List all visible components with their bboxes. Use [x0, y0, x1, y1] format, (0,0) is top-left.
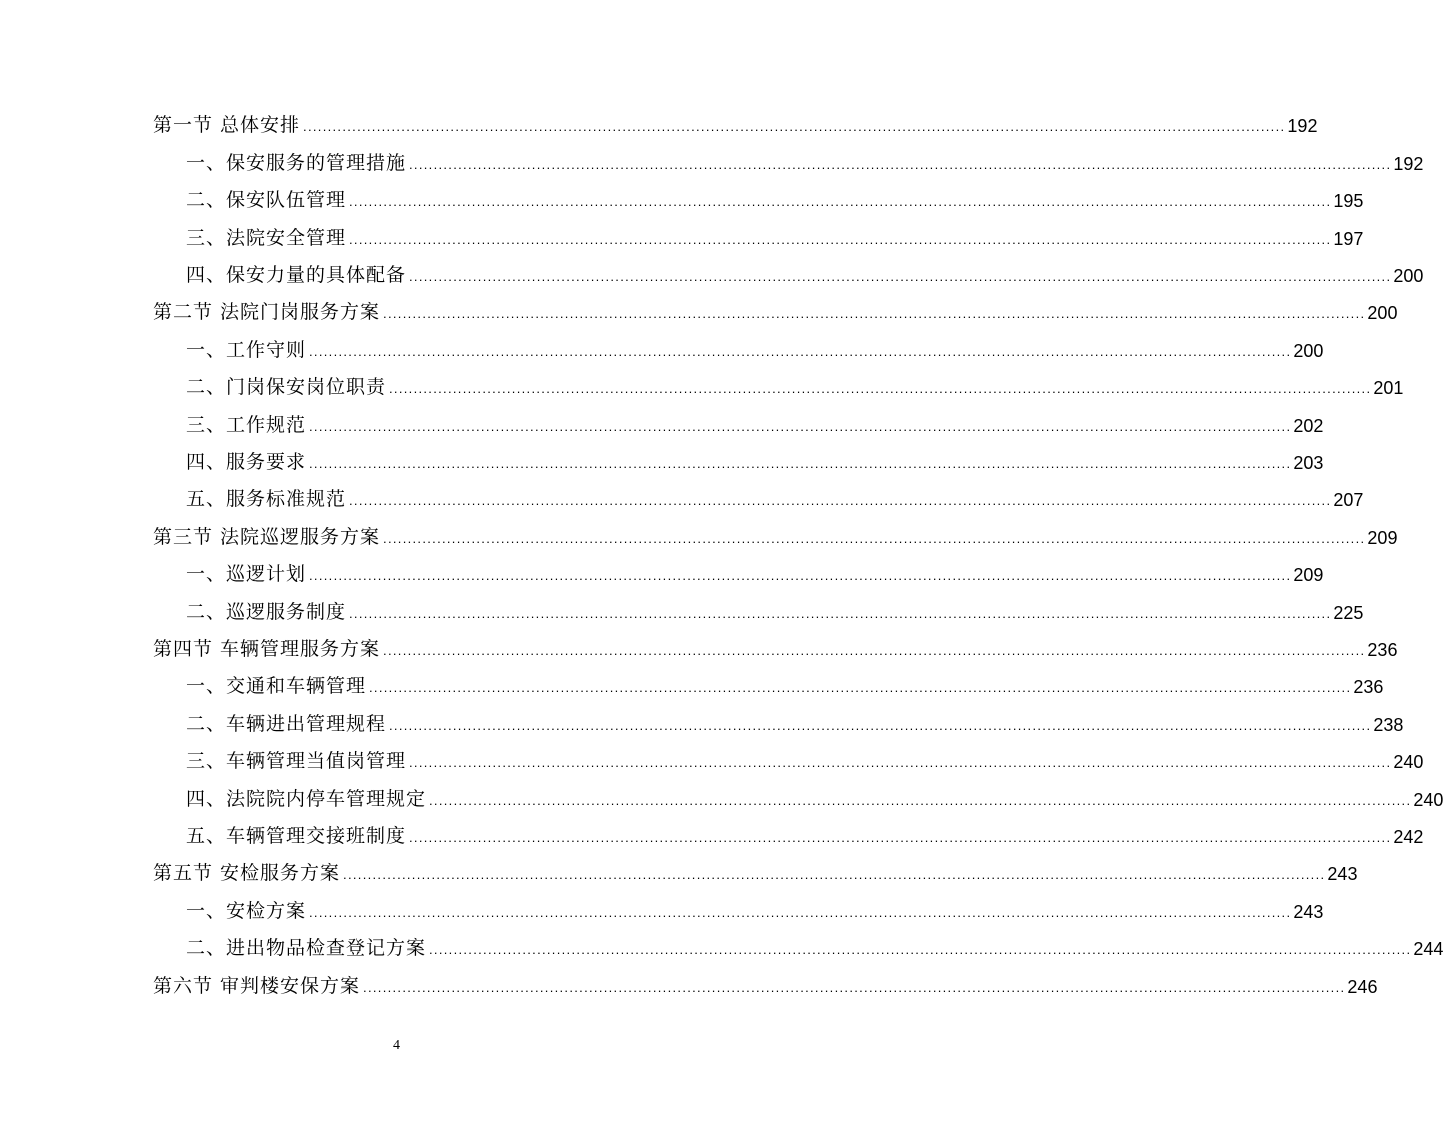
- toc-entry-page: 243: [1327, 864, 1358, 885]
- toc-entry-title: 第二节 法院门岗服务方案: [153, 301, 381, 324]
- toc-leader-dots: ........................................................................................................................................................................................................: [409, 268, 1392, 284]
- toc-entry-title: 五、车辆管理交接班制度: [186, 824, 407, 847]
- toc-leader-dots: ........................................................................................................................................................................................................: [309, 418, 1292, 434]
- toc-entry-title: 三、工作规范: [186, 413, 307, 436]
- toc-leader-dots: ........................................................................................................................................................................................................: [363, 979, 1346, 995]
- toc-leader-dots: ........................................................................................................................................................................................................: [349, 231, 1332, 247]
- toc-entry-page: 244: [1413, 939, 1443, 960]
- toc-entry[interactable]: [186, 923, 1443, 960]
- toc-leader-dots: ........................................................................................................................................................................................................: [389, 381, 1372, 397]
- toc-entry[interactable]: [186, 698, 1404, 735]
- toc-entry-page: 209: [1293, 565, 1324, 586]
- toc-entry[interactable]: [186, 474, 1364, 511]
- toc-leader-dots: ........................................................................................................................................................................................................: [309, 904, 1292, 920]
- toc-entry-title: 第三节 法院巡逻服务方案: [153, 525, 381, 548]
- toc-leader-dots: ........................................................................................................................................................................................................: [409, 755, 1392, 771]
- toc-leader-dots: ........................................................................................................................................................................................................: [429, 792, 1412, 808]
- toc-entry[interactable]: [186, 811, 1424, 848]
- toc-entry[interactable]: [186, 324, 1324, 361]
- toc-entry-page: 225: [1333, 602, 1364, 623]
- toc-entry-page: 209: [1367, 527, 1398, 548]
- toc-entry-title: 二、门岗保安岗位职责: [186, 376, 387, 399]
- toc-entry-page: 238: [1373, 714, 1404, 735]
- toc-entry[interactable]: [186, 399, 1324, 436]
- toc-entry-page: 197: [1333, 228, 1364, 249]
- toc-leader-dots: ........................................................................................................................................................................................................: [309, 343, 1292, 359]
- toc-entry[interactable]: [153, 624, 1398, 661]
- toc-entry[interactable]: [186, 549, 1324, 586]
- toc-entry-title: 一、工作守则: [186, 338, 307, 361]
- toc-entry[interactable]: [186, 586, 1364, 623]
- toc-leader-dots: ........................................................................................................................................................................................................: [409, 156, 1392, 172]
- toc-entry-page: 200: [1367, 303, 1398, 324]
- toc-leader-dots: ........................................................................................................................................................................................................: [369, 680, 1352, 696]
- toc-entry-page: 200: [1393, 265, 1424, 286]
- toc-leader-dots: ........................................................................................................................................................................................................: [349, 605, 1332, 621]
- toc-entry-title: 四、法院院内停车管理规定: [186, 787, 427, 810]
- toc-leader-dots: ........................................................................................................................................................................................................: [383, 530, 1366, 546]
- toc-entry[interactable]: [186, 250, 1424, 287]
- toc-entry-page: 236: [1353, 677, 1384, 698]
- toc-entry[interactable]: [153, 100, 1318, 137]
- toc-entry-title: 二、进出物品检查登记方案: [186, 937, 427, 960]
- toc-entry-title: 四、保安力量的具体配备: [186, 263, 407, 286]
- toc-entry-page: 201: [1373, 378, 1404, 399]
- toc-entry-page: 200: [1293, 340, 1324, 361]
- toc-entry-title: 一、交通和车辆管理: [186, 675, 367, 698]
- toc-leader-dots: ........................................................................................................................................................................................................: [349, 194, 1332, 210]
- toc-entry-title: 一、巡逻计划: [186, 563, 307, 586]
- toc-entry-page: 207: [1333, 490, 1364, 511]
- toc-entry[interactable]: [186, 736, 1424, 773]
- toc-entry-title: 四、服务要求: [186, 450, 307, 473]
- page-number: 4: [393, 1038, 400, 1053]
- toc-entry-title: 二、车辆进出管理规程: [186, 712, 387, 735]
- toc-leader-dots: ........................................................................................................................................................................................................: [349, 493, 1332, 509]
- toc-entry[interactable]: [186, 212, 1364, 249]
- toc-entry[interactable]: [153, 848, 1358, 885]
- toc-leader-dots: ........................................................................................................................................................................................................: [383, 642, 1366, 658]
- toc-entry[interactable]: [153, 287, 1398, 324]
- toc-entry[interactable]: [186, 773, 1443, 810]
- toc-entry[interactable]: [186, 885, 1324, 922]
- toc-entry-title: 三、车辆管理当值岗管理: [186, 750, 407, 773]
- toc-leader-dots: ........................................................................................................................................................................................................: [429, 942, 1412, 958]
- toc-entry[interactable]: [153, 960, 1378, 997]
- toc-leader-dots: ........................................................................................................................................................................................................: [343, 867, 1326, 883]
- toc-entry-title: 第五节 安检服务方案: [153, 862, 341, 885]
- toc-entry-title: 一、保安服务的管理措施: [186, 151, 407, 174]
- toc-entry-title: 第四节 车辆管理服务方案: [153, 637, 381, 660]
- toc-entry-page: 203: [1293, 452, 1324, 473]
- toc-entry-page: 246: [1347, 976, 1378, 997]
- toc-entry-page: 202: [1293, 415, 1324, 436]
- toc-entry[interactable]: [186, 137, 1424, 174]
- toc-entry-page: 192: [1393, 153, 1424, 174]
- toc-entry[interactable]: [186, 437, 1324, 474]
- toc-entry-page: 240: [1393, 752, 1424, 773]
- toc-entry-title: 二、保安队伍管理: [186, 189, 347, 212]
- toc-entry-page: 236: [1367, 639, 1398, 660]
- toc-entry-page: 195: [1333, 191, 1364, 212]
- toc-leader-dots: ........................................................................................................................................................................................................: [389, 717, 1372, 733]
- toc-entry-page: 192: [1287, 116, 1318, 137]
- toc-entry-title: 二、巡逻服务制度: [186, 600, 347, 623]
- toc-entry-page: 240: [1413, 789, 1443, 810]
- toc-leader-dots: ........................................................................................................................................................................................................: [409, 829, 1392, 845]
- toc-entry[interactable]: [186, 661, 1384, 698]
- toc-entry-title: 第一节 总体安排: [153, 114, 301, 137]
- toc-entry-title: 五、服务标准规范: [186, 488, 347, 511]
- toc-entry-title: 三、法院安全管理: [186, 226, 347, 249]
- toc-entry-title: 第六节 审判楼安保方案: [153, 974, 361, 997]
- toc-entry-title: 一、安检方案: [186, 899, 307, 922]
- toc-entry[interactable]: [186, 362, 1404, 399]
- toc-leader-dots: ........................................................................................................................................................................................................: [303, 119, 1286, 135]
- toc-leader-dots: ........................................................................................................................................................................................................: [309, 455, 1292, 471]
- toc-leader-dots: ........................................................................................................................................................................................................: [309, 568, 1292, 584]
- toc-entry[interactable]: [186, 175, 1364, 212]
- toc-entry-page: 242: [1393, 826, 1424, 847]
- toc-leader-dots: ........................................................................................................................................................................................................: [383, 306, 1366, 322]
- toc-entry[interactable]: [153, 511, 1398, 548]
- toc-entry-page: 243: [1293, 901, 1324, 922]
